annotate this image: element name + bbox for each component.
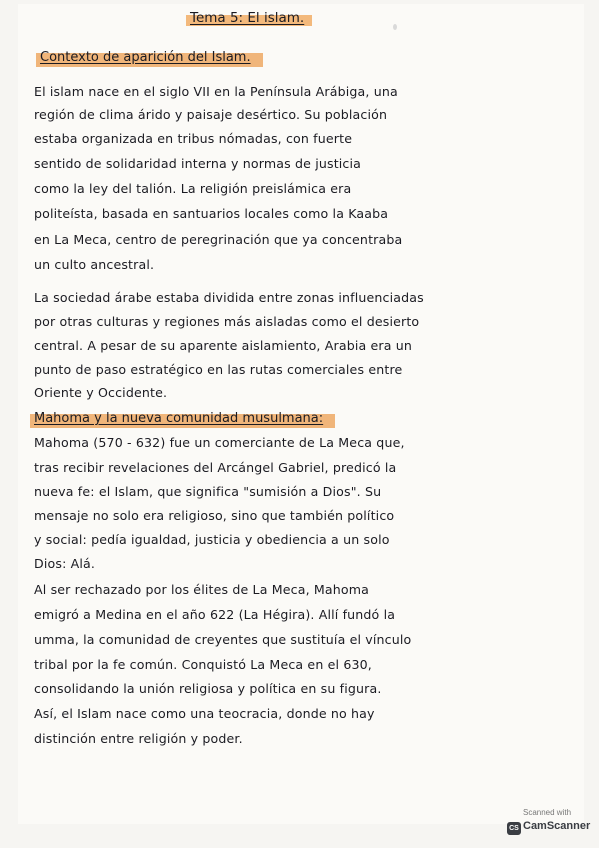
- text-line: sentido de solidaridad interna y normas de justicia: [34, 156, 362, 171]
- paper-mark: [393, 24, 397, 30]
- page-title: Tema 5: El islam.: [186, 10, 312, 27]
- text-line: tras recibir revelaciones del Arcángel Gabriel, predicó la: [34, 460, 397, 475]
- section-heading-context: Contexto de aparición del Islam.: [36, 49, 263, 68]
- text-line: punto de paso estratégico en las rutas comerciales entre: [34, 362, 403, 377]
- scanner-caption: Scanned with: [523, 808, 572, 817]
- text-line: central. A pesar de su aparente aislamiento, Arabia era un: [34, 338, 413, 353]
- text-line: estaba organizada en tribus nómadas, con fuerte: [34, 131, 353, 146]
- text-line: como la ley del talión. La religión preislámica era: [34, 181, 352, 196]
- text-line: en La Meca, centro de peregrinación que ya concentraba: [34, 232, 403, 247]
- text-line: emigró a Medina en el año 622 (La Hégira). Allí fundó la: [34, 607, 396, 622]
- text-line: región de clima árido y paisaje desértico. Su población: [34, 107, 388, 122]
- text-line: La sociedad árabe estaba dividida entre zonas influenciadas: [34, 290, 424, 305]
- text-line: por otras culturas y regiones más aisladas como el desierto: [34, 314, 420, 329]
- text-line: Mahoma (570 - 632) fue un comerciante de La Meca que,: [34, 435, 405, 450]
- text-line: y social: pedía igualdad, justicia y obediencia a un solo: [34, 532, 390, 547]
- text-line: Al ser rechazado por los élites de La Meca, Mahoma: [34, 582, 370, 597]
- text-line: Dios: Alá.: [34, 556, 96, 571]
- text-line: mensaje no solo era religioso, sino que también político: [34, 508, 395, 523]
- text-line: politeísta, basada en santuarios locales como la Kaaba: [34, 206, 389, 221]
- section-heading-mahoma: Mahoma y la nueva comunidad musulmana:: [30, 410, 335, 429]
- text-line: consolidando la unión religiosa y política en su figura.: [34, 681, 382, 696]
- text-line: un culto ancestral.: [34, 257, 155, 272]
- camscanner-watermark: [501, 807, 591, 839]
- text-line: distinción entre religión y poder.: [34, 731, 243, 746]
- camscanner-logo-icon: CS: [507, 822, 521, 835]
- scanner-brand: CamScanner: [523, 820, 591, 832]
- text-line: Oriente y Occidente.: [34, 385, 168, 400]
- text-line: El islam nace en el siglo VII en la Península Arábiga, una: [34, 84, 398, 99]
- text-line: nueva fe: el Islam, que significa "sumisión a Dios". Su: [34, 484, 382, 499]
- text-line: Así, el Islam nace como una teocracia, donde no hay: [34, 706, 375, 721]
- text-line: umma, la comunidad de creyentes que sustituía el vínculo: [34, 632, 412, 647]
- text-line: tribal por la fe común. Conquistó La Meca en el 630,: [34, 657, 372, 672]
